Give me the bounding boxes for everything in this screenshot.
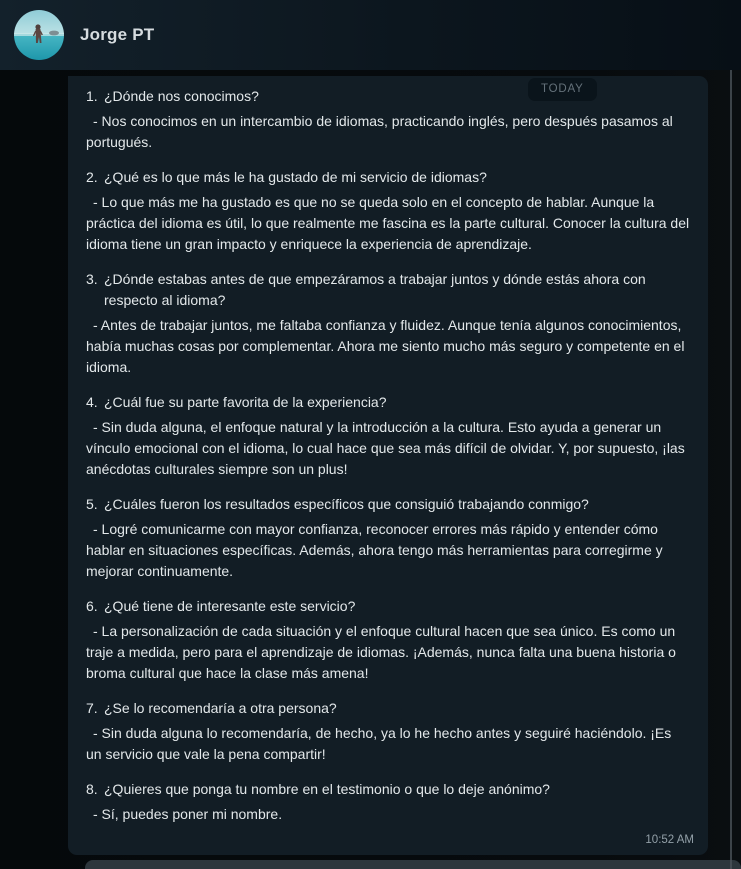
question-number: 6. (86, 598, 98, 614)
question-number: 4. (86, 394, 98, 410)
question-label: ¿Se lo recomendaría a otra persona? (104, 700, 337, 716)
answer-text: - Antes de trabajar juntos, me faltaba confianza y fluidez. Aunque tenía algunos conocimientos, había muchas cosas por complementar. Ahora me siento mucho más seguro y competente en el idioma. (86, 317, 685, 375)
question-label: ¿Cuál fue su parte favorita de la experiencia? (104, 394, 387, 410)
qa-item (86, 698, 690, 765)
qa-item (86, 596, 690, 684)
question-text (86, 269, 690, 311)
answer-text: - Logré comunicarme con mayor confianza, reconocer errores más rápido y entender cómo hablar en situaciones específicas. Además, ahora tengo más herramientas para corregirme y mejorar continuamente. (86, 521, 663, 579)
qa-item (86, 167, 690, 255)
question-label: ¿Dónde estabas antes de que empezáramos a trabajar juntos y dónde estás ahora con respecto al idioma? (104, 271, 646, 308)
question-number: 5. (86, 496, 98, 512)
question-text (86, 167, 690, 188)
question-text (86, 698, 690, 719)
question-number: 3. (86, 271, 98, 287)
question-label: ¿Cuáles fueron los resultados específicos que consiguió trabajando conmigo? (104, 496, 589, 512)
question-text (86, 494, 690, 515)
avatar-photo-icon (14, 10, 64, 60)
question-text (86, 392, 690, 413)
question-label: ¿Quieres que ponga tu nombre en el testimonio o que lo deje anónimo? (104, 781, 550, 797)
question-number: 1. (86, 88, 98, 104)
question-text (86, 779, 690, 800)
qa-item (86, 494, 690, 582)
question-label: ¿Qué es lo que más le ha gustado de mi servicio de idiomas? (104, 169, 487, 185)
question-text (86, 596, 690, 617)
answer-text: - Sí, puedes poner mi nombre. (93, 806, 283, 822)
qa-item (86, 392, 690, 480)
answer-text: - Lo que más me ha gustado es que no se queda solo en el concepto de hablar. Aunque la práctica del idioma es útil, lo que realmente me fascina es la parte cultural. Conocer la cultura del idioma tiene un gran impacto y enriquece la experiencia de aprendizaje. (86, 194, 690, 252)
avatar[interactable] (14, 10, 64, 60)
chat-area[interactable] (0, 70, 741, 869)
qa-item (86, 86, 690, 153)
question-text (86, 86, 690, 107)
qa-item (86, 779, 690, 825)
question-number: 2. (86, 169, 98, 185)
contact-name[interactable]: Jorge PT (80, 25, 155, 44)
question-number: 7. (86, 700, 98, 716)
message-text (86, 86, 690, 825)
answer-text: - Sin duda alguna lo recomendaría, de hecho, ya lo he hecho antes y seguiré haciéndolo. ¡Es un servicio que vale la pena compartir! (86, 725, 672, 762)
answer-text: - Sin duda alguna, el enfoque natural y la introducción a la cultura. Esto ayuda a generar un vínculo emocional con el idioma, lo cual hace que sea más difícil de olvidar. Y, por supuesto, ¡las anécdotas culturales siempre son un plus! (86, 419, 685, 477)
answer-text: - La personalización de cada situación y el enfoque cultural hacen que sea único. Es como un traje a medida, pero para el aprendizaje de idiomas. ¡Además, nunca falta una buena historia o broma cultural que hace la clase más amena! (86, 623, 676, 681)
scrollbar[interactable] (730, 70, 732, 869)
message-bubble[interactable] (68, 76, 708, 855)
question-label: ¿Dónde nos conocimos? (104, 88, 259, 104)
message-input[interactable] (85, 860, 741, 869)
chat-header (0, 0, 741, 70)
date-badge: TODAY (528, 78, 597, 101)
answer-text: - Nos conocimos en un intercambio de idiomas, practicando inglés, pero después pasamos al portugués. (86, 113, 673, 150)
question-label: ¿Qué tiene de interesante este servicio? (104, 598, 356, 614)
message-timestamp: 10:52 AM (645, 834, 694, 846)
question-number: 8. (86, 781, 98, 797)
qa-item (86, 269, 690, 378)
